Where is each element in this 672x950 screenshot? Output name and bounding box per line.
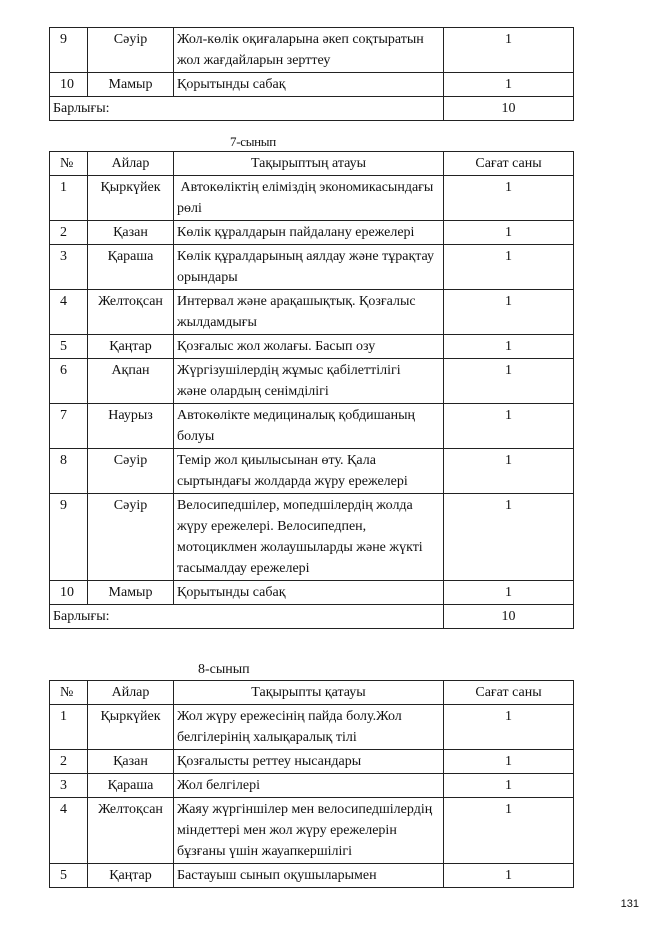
row-month: Сәуір xyxy=(88,449,174,494)
table-grade-8 xyxy=(49,680,574,888)
row-topic: Жол жүру ережесінің пайда болу.Жол белгілерінің халықаралық тілі xyxy=(174,705,444,750)
total-label: Барлығы: xyxy=(50,605,444,629)
row-topic: Қозғалыс жол жолағы. Басып озу xyxy=(174,335,444,359)
table-continuation xyxy=(49,27,574,121)
row-hours: 1 xyxy=(444,404,574,449)
row-hours: 1 xyxy=(444,176,574,221)
table-row xyxy=(50,864,574,888)
row-number: 4 xyxy=(50,798,88,864)
table-header-row xyxy=(50,152,574,176)
table-row xyxy=(50,73,574,97)
table-row xyxy=(50,798,574,864)
row-month: Қаңтар xyxy=(88,335,174,359)
row-topic: Қорытынды сабақ xyxy=(174,73,444,97)
row-hours: 1 xyxy=(444,359,574,404)
total-label: Барлығы: xyxy=(50,97,444,121)
table-row xyxy=(50,404,574,449)
row-hours: 1 xyxy=(444,774,574,798)
row-month: Желтоқсан xyxy=(88,798,174,864)
row-number: 6 xyxy=(50,359,88,404)
header-topic: Тақырыпты қатауы xyxy=(174,681,444,705)
row-topic: Интервал және арақашықтық. Қозғалыс жылдамдығы xyxy=(174,290,444,335)
table-row xyxy=(50,359,574,404)
row-number: 8 xyxy=(50,449,88,494)
row-number: 5 xyxy=(50,335,88,359)
row-month: Қазан xyxy=(88,750,174,774)
page-number: 131 xyxy=(620,898,639,910)
row-topic: Жүргізушілердің жұмыс қабілеттілігі және олардың сенімділігі xyxy=(174,359,444,404)
row-number: 9 xyxy=(50,28,88,73)
row-topic: Жол-көлік оқиғаларына әкеп соқтыратын жол жағдайларын зерттеу xyxy=(174,28,444,73)
row-topic: Автокөліктің еліміздің экономикасындағы рөлі xyxy=(174,176,444,221)
table-row xyxy=(50,28,574,73)
table-row xyxy=(50,290,574,335)
table-row xyxy=(50,774,574,798)
row-topic: Велосипедшілер, мопедшілердің жолда жүру ережелері. Велосипедпен, мотоциклмен жолаушыларды және жүкті тасымалдау ережелері xyxy=(174,494,444,581)
row-topic: Көлік құралдарының аялдау және тұрақтау орындары xyxy=(174,245,444,290)
row-hours: 1 xyxy=(444,290,574,335)
header-month: Айлар xyxy=(88,681,174,705)
row-hours: 1 xyxy=(444,864,574,888)
row-month: Мамыр xyxy=(88,73,174,97)
row-topic: Қорытынды сабақ xyxy=(174,581,444,605)
row-hours: 1 xyxy=(444,28,574,73)
table-row xyxy=(50,449,574,494)
row-topic: Көлік құралдарын пайдалану ережелері xyxy=(174,221,444,245)
table-header-row xyxy=(50,681,574,705)
header-month: Айлар xyxy=(88,152,174,176)
row-month: Сәуір xyxy=(88,28,174,73)
row-number: 2 xyxy=(50,221,88,245)
header-hours: Сағат саны xyxy=(444,681,574,705)
row-month: Қараша xyxy=(88,774,174,798)
row-hours: 1 xyxy=(444,221,574,245)
table-row xyxy=(50,750,574,774)
table-row xyxy=(50,494,574,581)
row-month: Қараша xyxy=(88,245,174,290)
table-row xyxy=(50,335,574,359)
header-number: № xyxy=(50,681,88,705)
row-hours: 1 xyxy=(444,798,574,864)
row-month: Қаңтар xyxy=(88,864,174,888)
row-month: Наурыз xyxy=(88,404,174,449)
row-number: 2 xyxy=(50,750,88,774)
row-number: 3 xyxy=(50,245,88,290)
section-caption-8: 8-сынып xyxy=(198,662,250,677)
total-row xyxy=(50,605,574,629)
table-row xyxy=(50,705,574,750)
row-topic: Автокөлікте медициналық қобдишаның болуы xyxy=(174,404,444,449)
total-value: 10 xyxy=(444,97,574,121)
row-hours: 1 xyxy=(444,335,574,359)
table-grade-7 xyxy=(49,151,574,629)
row-hours: 1 xyxy=(444,750,574,774)
row-hours: 1 xyxy=(444,449,574,494)
row-month: Мамыр xyxy=(88,581,174,605)
row-hours: 1 xyxy=(444,581,574,605)
row-number: 9 xyxy=(50,494,88,581)
row-number: 4 xyxy=(50,290,88,335)
section-caption-7: 7-сынып xyxy=(230,134,276,149)
header-hours: Сағат саны xyxy=(444,152,574,176)
table-row xyxy=(50,176,574,221)
row-month: Қыркүйек xyxy=(88,176,174,221)
row-month: Қыркүйек xyxy=(88,705,174,750)
row-number: 7 xyxy=(50,404,88,449)
row-number: 10 xyxy=(50,581,88,605)
row-number: 3 xyxy=(50,774,88,798)
row-hours: 1 xyxy=(444,245,574,290)
table-row xyxy=(50,245,574,290)
row-hours: 1 xyxy=(444,73,574,97)
table-row xyxy=(50,221,574,245)
row-month: Қазан xyxy=(88,221,174,245)
header-topic: Тақырыптың атауы xyxy=(174,152,444,176)
row-month: Ақпан xyxy=(88,359,174,404)
total-value: 10 xyxy=(444,605,574,629)
row-topic: Жаяу жүргіншілер мен велосипедшілердің міндеттері мен жол жүру ережелерін бұзғаны үшін жауапкершілігі xyxy=(174,798,444,864)
row-number: 10 xyxy=(50,73,88,97)
row-topic: Темір жол қиылысынан өту. Қала сыртындағы жолдарда жүру ережелері xyxy=(174,449,444,494)
header-number: № xyxy=(50,152,88,176)
row-topic: Қозғалысты реттеу нысандары xyxy=(174,750,444,774)
row-month: Сәуір xyxy=(88,494,174,581)
row-topic: Бастауыш сынып оқушыларымен xyxy=(174,864,444,888)
row-number: 1 xyxy=(50,705,88,750)
row-topic: Жол белгілері xyxy=(174,774,444,798)
row-hours: 1 xyxy=(444,494,574,581)
row-month: Желтоқсан xyxy=(88,290,174,335)
row-number: 5 xyxy=(50,864,88,888)
total-row xyxy=(50,97,574,121)
table-row xyxy=(50,581,574,605)
row-hours: 1 xyxy=(444,705,574,750)
row-number: 1 xyxy=(50,176,88,221)
